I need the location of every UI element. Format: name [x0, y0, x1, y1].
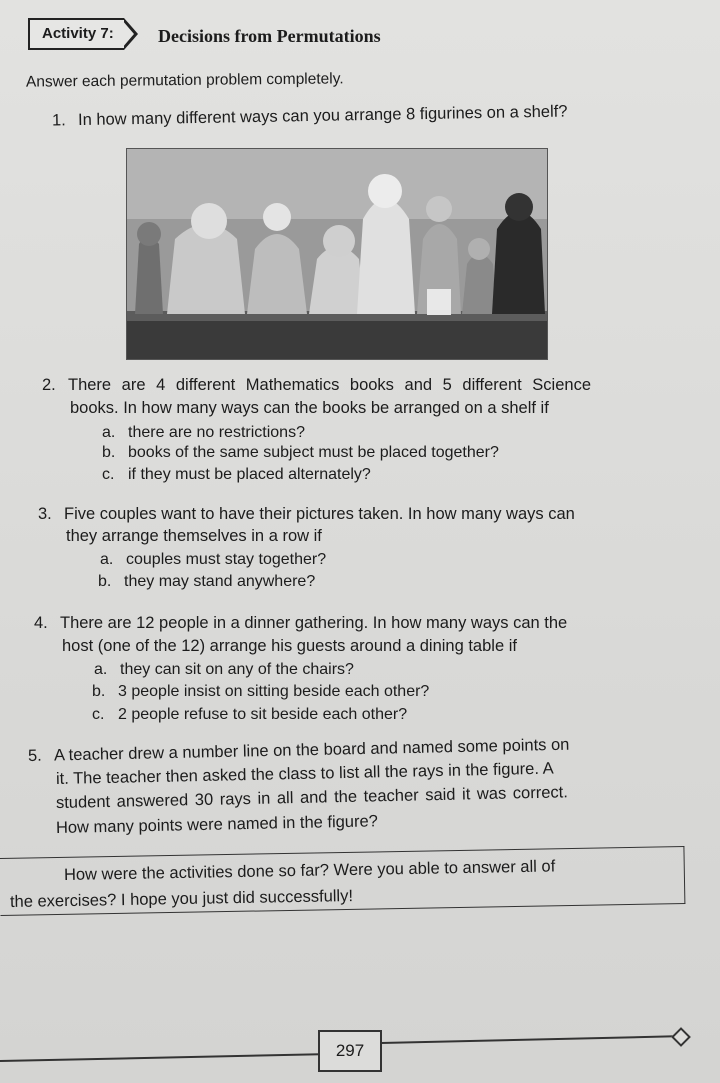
question-4 — [34, 613, 567, 634]
question-2b: b. books of the same subject must be placed together? — [102, 444, 499, 461]
reflection-line-1: How were the activities done so far? Were you able to answer all of — [63, 857, 556, 884]
question-5-line-2: it. The teacher then asked the class to list all the rays in the figure. A — [55, 759, 554, 788]
question-2a: a. there are no restrictions? — [102, 424, 305, 441]
question-3 — [38, 504, 575, 525]
question-3b: b. they may stand anywhere? — [98, 573, 316, 590]
question-3-line-2: they arrange themselves in a row if — [66, 527, 322, 545]
instructions: Answer each permutation problem completely. — [25, 70, 344, 91]
question-5-line-3: student answered 30 rays in all and the teacher said it was correct. — [55, 783, 569, 812]
question-2c: c. if they must be placed alternately? — [102, 466, 371, 483]
question-5-line-4: How many points were named in the figure? — [55, 812, 379, 837]
question-text-line: There are 4 different Mathematics books and 5 different Science — [68, 376, 591, 394]
activity-label: Activity 7: — [28, 18, 124, 50]
question-number: 3. — [38, 505, 52, 523]
question-4c: c. 2 people refuse to sit beside each other? — [92, 706, 408, 723]
activity-arrow-icon — [124, 18, 138, 50]
figurines-illustration — [127, 149, 547, 359]
question-text-line: There are 12 people in a dinner gathering. In how many ways can the — [60, 614, 568, 632]
reflection-line-2: the exercises? I hope you just did successfully! — [9, 887, 354, 911]
question-number: 5. — [27, 746, 42, 765]
question-number: 4. — [34, 614, 48, 632]
question-number: 1. — [51, 111, 66, 130]
page-number: 297 — [318, 1030, 382, 1072]
footer-divider-right — [380, 1035, 675, 1044]
figurines-photo — [126, 148, 548, 360]
question-4-line-2: host (one of the 12) arrange his guests around a dining table if — [62, 637, 517, 655]
footer-divider-left — [0, 1053, 320, 1062]
question-2 — [42, 375, 591, 396]
diamond-icon — [671, 1027, 691, 1047]
question-text-line: A teacher drew a number line on the board and named some points on — [53, 735, 570, 765]
question-3a: a. couples must stay together? — [100, 551, 327, 568]
question-2-line-2: books. In how many ways can the books be arranged on a shelf if — [70, 399, 549, 417]
question-4b: b. 3 people insist on sitting beside each other? — [92, 683, 430, 700]
question-text: In how many different ways can you arrange 8 figurines on a shelf? — [77, 102, 568, 130]
question-number: 2. — [42, 376, 56, 394]
question-4a: a. they can sit on any of the chairs? — [94, 661, 354, 678]
activity-tag — [28, 18, 138, 50]
activity-title: Decisions from Permutations — [158, 26, 381, 46]
question-text-line: Five couples want to have their pictures taken. In how many ways can — [64, 505, 575, 523]
question-1 — [52, 102, 568, 132]
